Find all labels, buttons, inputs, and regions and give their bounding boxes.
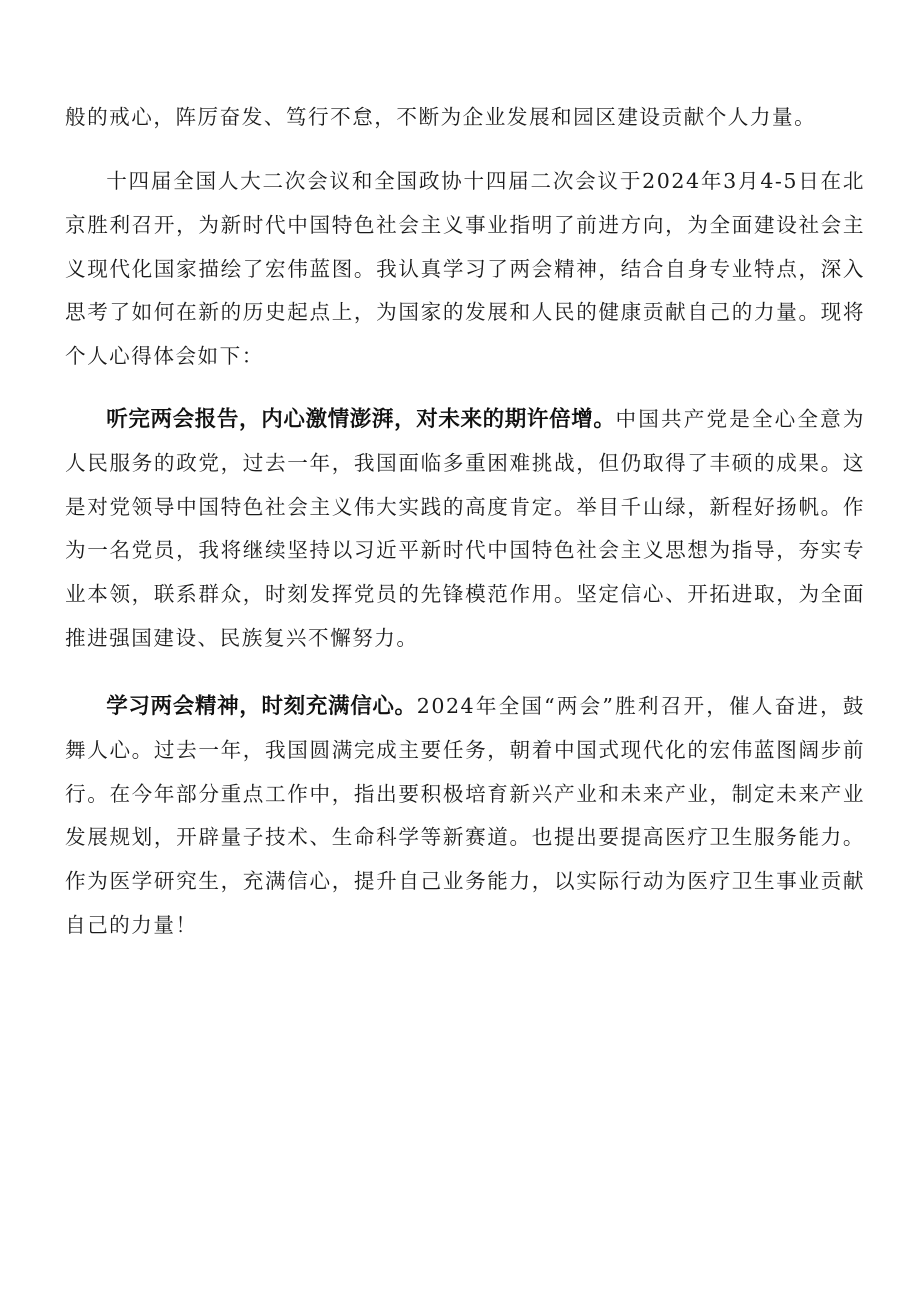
paragraph-section-1 — [65, 398, 865, 661]
paragraph-continuation — [65, 96, 865, 140]
paragraph-text: 中国共产党是全心全意为人民服务的政党，过去一年，我国面临多重困难挑战，但仍取得了丰硕的成果。这是对党领导中国特色社会主义伟大实践的高度肯定。举目千山绿，新程好扬帆。作为一名党员，我将继续坚持以习近平新时代中国特色社会主义思想为指导，夯实专业本领，联系群众，时刻发挥党员的先锋模范作用。坚定信心、开拓进取，为全面推进强国建设、民族复兴不懈努力。 — [65, 407, 865, 650]
paragraph-text: 十四届全国人大二次会议和全国政协十四届二次会议于2024年3月4-5日在北京胜利召开，为新时代中国特色社会主义事业指明了前进方向，为全面建设社会主义现代化国家描绘了宏伟蓝图。我认真学习了两会精神，结合自身专业特点，深入思考了如何在新的历史起点上，为国家的发展和人民的健康贡献自己的力量。现将个人心得体会如下： — [65, 169, 865, 369]
section-heading: 听完两会报告，内心激情澎湃，对未来的期许倍增。 — [106, 407, 616, 432]
paragraph-text: 般的戒心，阵厉奋发、笃行不怠，不断为企业发展和园区建设贡献个人力量。 — [65, 105, 817, 129]
paragraph-text: 2024年全国“两会”胜利召开，催人奋进，鼓舞人心。过去一年，我国圆满完成主要任务，朝着中国式现代化的宏伟蓝图阔步前行。在今年部分重点工作中，指出要积极培育新兴产业和未来产业，制定未来产业发展规划，开辟量子技术、生命科学等新赛道。也提出要提高医疗卫生服务能力。作为医学研究生，充满信心，提升自己业务能力，以实际行动为医疗卫生事业贡献自己的力量！ — [65, 694, 865, 937]
paragraph-section-2 — [65, 685, 865, 948]
paragraph-intro — [65, 160, 865, 379]
section-heading: 学习两会精神，时刻充满信心。 — [106, 694, 417, 719]
